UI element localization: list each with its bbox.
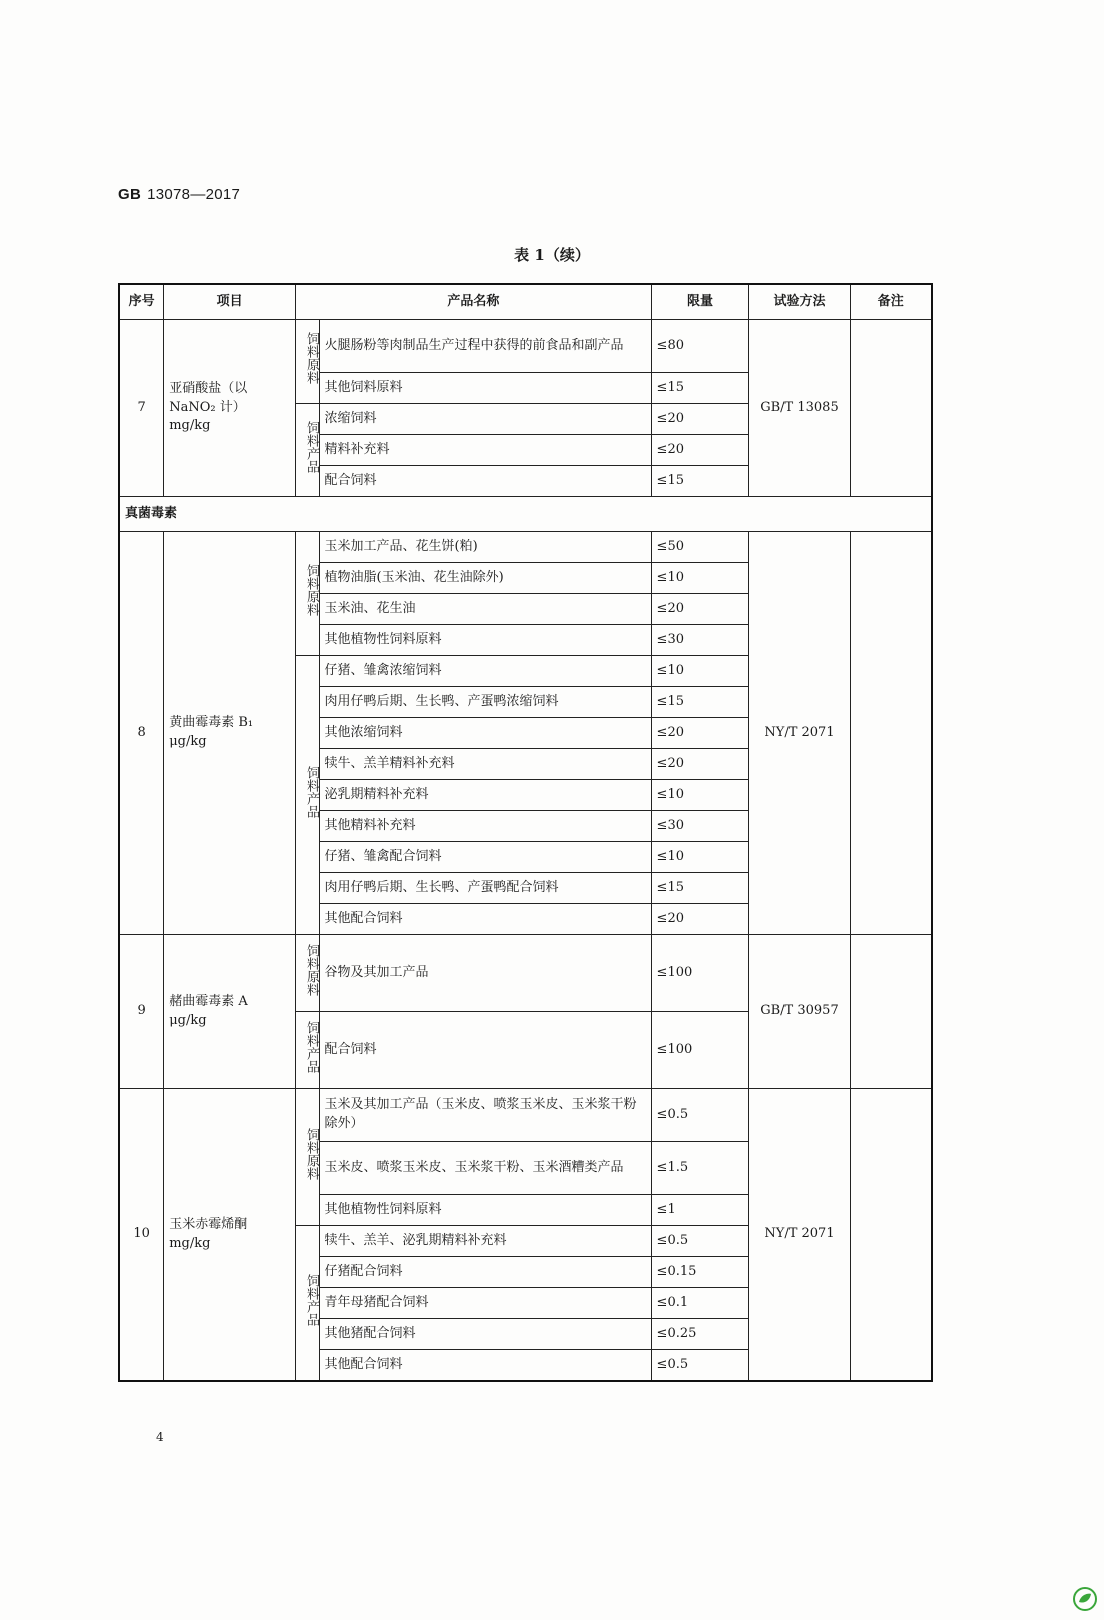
limit-cell: ≤10 [651, 842, 749, 873]
section-row [119, 497, 932, 532]
limit-cell: ≤0.5 [651, 1089, 749, 1142]
limit-cell: ≤20 [651, 904, 749, 935]
section-title: 真菌毒素 [119, 497, 932, 532]
item-unit: μg/kg [169, 734, 207, 749]
standard-code [118, 186, 240, 203]
standard-number: 13078—2017 [147, 186, 241, 203]
product-cell: 配合饲料 [319, 1012, 651, 1089]
limit-cell: ≤0.15 [651, 1257, 749, 1288]
product-cell: 其他饲料原料 [319, 373, 651, 404]
limit-cell: ≤20 [651, 594, 749, 625]
item-name: 亚硝酸盐（以 [169, 380, 248, 396]
product-cell: 其他猪配合饲料 [319, 1319, 651, 1350]
product-cell: 仔猪配合饲料 [319, 1257, 651, 1288]
method-cell: GB/T 30957 [749, 935, 850, 1089]
category-label [296, 404, 319, 497]
category-label [296, 935, 319, 1012]
product-cell: 玉米及其加工产品（玉米皮、喷浆玉米皮、玉米浆干粉除外） [319, 1089, 651, 1142]
item-cell [164, 1089, 296, 1382]
item-name: 黄曲霉毒素 B₁ [169, 715, 254, 731]
product-cell: 玉米加工产品、花生饼(粕) [319, 532, 651, 563]
category-label [296, 656, 319, 935]
category-label [296, 320, 319, 404]
category-label [296, 1012, 319, 1089]
product-cell: 肉用仔鸭后期、生长鸭、产蛋鸭浓缩饲料 [319, 687, 651, 718]
seq-cell: 8 [119, 532, 164, 935]
seq-cell: 10 [119, 1089, 164, 1382]
limit-cell: ≤10 [651, 656, 749, 687]
remark-cell [850, 320, 932, 497]
limit-cell: ≤20 [651, 404, 749, 435]
remark-cell [850, 1089, 932, 1382]
page-number: 4 [156, 1430, 164, 1444]
product-cell: 犊牛、羔羊精料补充料 [319, 749, 651, 780]
limit-cell: ≤15 [651, 687, 749, 718]
category-text: 饲料产品 [303, 420, 319, 473]
category-text: 饲料产品 [303, 1020, 319, 1073]
limit-cell: ≤10 [651, 780, 749, 811]
category-text: 饲料产品 [303, 1273, 319, 1326]
item-name: 赭曲霉毒素 A [169, 993, 248, 1009]
limit-cell: ≤0.5 [651, 1226, 749, 1257]
item-name: 玉米赤霉烯酮 [169, 1216, 248, 1232]
item-unit: μg/kg [169, 1012, 207, 1028]
category-text: 饲料原料 [303, 1127, 319, 1180]
product-cell: 火腿肠粉等肉制品生产过程中获得的前食品和副产品 [319, 320, 651, 373]
limit-cell: ≤30 [651, 811, 749, 842]
limit-cell: ≤20 [651, 749, 749, 780]
col-remark: 备注 [850, 284, 932, 320]
item-cell [164, 320, 296, 497]
limit-cell: ≤30 [651, 625, 749, 656]
product-cell: 其他植物性饲料原料 [319, 1195, 651, 1226]
product-cell: 其他配合饲料 [319, 1350, 651, 1382]
leaf-stamp-icon [1072, 1586, 1098, 1616]
limit-cell: ≤100 [651, 935, 749, 1012]
product-cell: 肉用仔鸭后期、生长鸭、产蛋鸭配合饲料 [319, 873, 651, 904]
category-label [296, 532, 319, 656]
item-cell [164, 532, 296, 935]
product-cell: 其他植物性饲料原料 [319, 625, 651, 656]
product-cell: 其他配合饲料 [319, 904, 651, 935]
item-unit: mg/kg [169, 418, 211, 434]
item-cell [164, 935, 296, 1089]
limits-table [118, 283, 933, 1382]
limit-cell: ≤20 [651, 435, 749, 466]
product-cell: 配合饲料 [319, 466, 651, 497]
table-row [119, 320, 932, 373]
category-text: 饲料原料 [303, 943, 319, 996]
col-method: 试验方法 [749, 284, 850, 320]
product-cell: 其他精料补充料 [319, 811, 651, 842]
limit-cell: ≤15 [651, 873, 749, 904]
limit-cell: ≤15 [651, 466, 749, 497]
header-row [119, 284, 932, 320]
limit-cell: ≤0.1 [651, 1288, 749, 1319]
table-row [119, 935, 932, 1012]
product-cell: 玉米油、花生油 [319, 594, 651, 625]
product-cell: 泌乳期精料补充料 [319, 780, 651, 811]
limit-cell: ≤0.25 [651, 1319, 749, 1350]
product-cell: 玉米皮、喷浆玉米皮、玉米浆干粉、玉米酒糟类产品 [319, 1142, 651, 1195]
limit-cell: ≤80 [651, 320, 749, 373]
standard-prefix: GB [118, 186, 142, 203]
remark-cell [850, 935, 932, 1089]
product-cell: 谷物及其加工产品 [319, 935, 651, 1012]
seq-cell: 9 [119, 935, 164, 1089]
item-unit: mg/kg [169, 1235, 211, 1251]
method-cell: NY/T 2071 [749, 532, 850, 935]
method-cell: GB/T 13085 [749, 320, 850, 497]
product-cell: 精料补充料 [319, 435, 651, 466]
limit-cell: ≤0.5 [651, 1350, 749, 1382]
remark-cell [850, 532, 932, 935]
category-label [296, 1226, 319, 1382]
limit-cell: ≤15 [651, 373, 749, 404]
product-cell: 浓缩饲料 [319, 404, 651, 435]
method-cell: NY/T 2071 [749, 1089, 850, 1382]
product-cell: 仔猪、雏禽配合饲料 [319, 842, 651, 873]
product-cell: 仔猪、雏禽浓缩饲料 [319, 656, 651, 687]
col-limit: 限量 [651, 284, 749, 320]
category-text: 饲料原料 [303, 564, 319, 617]
product-cell: 其他浓缩饲料 [319, 718, 651, 749]
col-seq: 序号 [119, 284, 164, 320]
product-cell: 犊牛、羔羊、泌乳期精料补充料 [319, 1226, 651, 1257]
product-cell: 植物油脂(玉米油、花生油除外) [319, 563, 651, 594]
col-product: 产品名称 [296, 284, 651, 320]
category-label [296, 1089, 319, 1226]
limit-cell: ≤20 [651, 718, 749, 749]
table-title: 表 1（续） [514, 246, 590, 264]
limit-cell: ≤1 [651, 1195, 749, 1226]
col-item: 项目 [164, 284, 296, 320]
product-cell: 青年母猪配合饲料 [319, 1288, 651, 1319]
limit-cell: ≤50 [651, 532, 749, 563]
limit-cell: ≤100 [651, 1012, 749, 1089]
table-row [119, 532, 932, 563]
item-name-cont: NaNO₂ 计） [169, 399, 246, 415]
table-row [119, 1089, 932, 1142]
limit-cell: ≤10 [651, 563, 749, 594]
category-text: 饲料产品 [303, 765, 319, 818]
category-text: 饲料原料 [303, 332, 319, 385]
limit-cell: ≤1.5 [651, 1142, 749, 1195]
seq-cell: 7 [119, 320, 164, 497]
